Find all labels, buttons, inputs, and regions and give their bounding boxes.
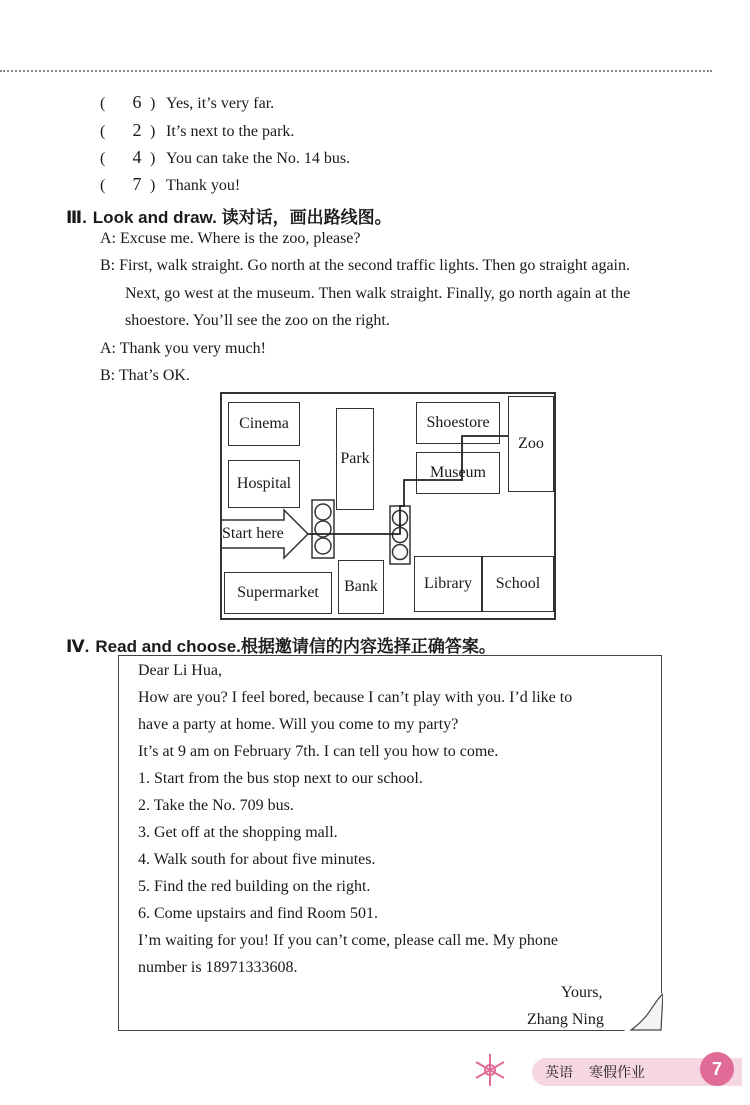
answer-number: 2 xyxy=(132,120,142,140)
invitation-letter xyxy=(118,655,662,1031)
answer-line-3: ( 4 ) You can take the No. 14 bus. xyxy=(100,147,351,167)
answer-number: 7 xyxy=(132,174,142,194)
footer-text xyxy=(545,1062,661,1082)
answer-number: 6 xyxy=(132,92,142,112)
map-zoo: Zoo xyxy=(508,396,554,492)
map-museum: Museum xyxy=(416,452,500,494)
dialogue-line-2: B: First, walk straight. Go north at the second traffic lights. Then go straight again. xyxy=(100,257,630,274)
letter-step-5: 5. Find the red building on the right. xyxy=(138,878,371,895)
map-shoestore: Shoestore xyxy=(416,402,500,444)
dialogue-line-4: shoestore. You’ll see the zoo on the right. xyxy=(125,312,390,329)
answer-text: It’s next to the park. xyxy=(166,123,295,140)
map-park: Park xyxy=(336,408,374,510)
footer-book: 寒假作业 xyxy=(589,1065,645,1081)
letter-line-3: It’s at 9 am on February 7th. I can tell you how to come. xyxy=(138,743,499,760)
letter-step-2: 2. Take the No. 709 bus. xyxy=(138,797,294,814)
letter-line-1: How are you? I feel bored, because I can’t play with you. I’d like to xyxy=(138,689,573,706)
route-map xyxy=(220,392,556,620)
map-school: School xyxy=(482,556,554,612)
letter-step-3: 3. Get off at the shopping mall. xyxy=(138,824,338,841)
section-4-title: Read and choose.根据邀请信的内容选择正确答案。 xyxy=(95,637,496,656)
section-3-heading xyxy=(66,203,392,228)
answer-number: 4 xyxy=(132,147,142,167)
map-start-label: Start here xyxy=(222,525,284,542)
answer-text: Thank you! xyxy=(166,177,241,194)
answer-line-1: ( 6 ) Yes, it’s very far. xyxy=(100,92,275,112)
dialogue-line-1: A: Excuse me. Where is the zoo, please? xyxy=(100,230,361,247)
section-3-title: Look and draw. 读对话，画出路线图。 xyxy=(92,208,392,227)
letter-line-10: I’m waiting for you! If you can’t come, please call me. My phone xyxy=(138,932,559,949)
section-4-number: Ⅳ. xyxy=(66,637,90,656)
map-cinema: Cinema xyxy=(228,402,300,446)
answer-text: Yes, it’s very far. xyxy=(166,95,275,112)
top-dotted-rule xyxy=(0,70,712,72)
answer-line-4: ( 7 ) Thank you! xyxy=(100,174,241,194)
letter-signature: Zhang Ning xyxy=(527,1011,604,1028)
map-library: Library xyxy=(414,556,482,612)
dialogue-line-6: B: That’s OK. xyxy=(100,367,190,384)
letter-step-1: 1. Start from the bus stop next to our school. xyxy=(138,770,423,787)
page-curl-icon xyxy=(623,992,663,1032)
letter-line-2: have a party at home. Will you come to my party? xyxy=(138,716,459,733)
map-hospital: Hospital xyxy=(228,460,300,508)
letter-line-11: number is 18971333608. xyxy=(138,959,298,976)
letter-closing: Yours, xyxy=(561,984,603,1001)
map-bank: Bank xyxy=(338,560,384,614)
section-3-number: Ⅲ. xyxy=(66,208,87,227)
letter-step-6: 6. Come upstairs and find Room 501. xyxy=(138,905,378,922)
dialogue-line-5: A: Thank you very much! xyxy=(100,340,266,357)
letter-greeting: Dear Li Hua, xyxy=(138,662,222,679)
route-drawing xyxy=(222,394,558,622)
answer-line-2: ( 2 ) It’s next to the park. xyxy=(100,120,295,140)
footer-subject: 英语 xyxy=(545,1065,573,1081)
snowflake-icon xyxy=(470,1050,510,1090)
answer-text: You can take the No. 14 bus. xyxy=(166,150,351,167)
dialogue-line-3: Next, go west at the museum. Then walk straight. Finally, go north again at the xyxy=(125,285,631,302)
letter-step-4: 4. Walk south for about five minutes. xyxy=(138,851,376,868)
page-number: 7 xyxy=(700,1052,734,1086)
section-4-heading xyxy=(66,632,496,657)
map-supermarket: Supermarket xyxy=(224,572,332,614)
